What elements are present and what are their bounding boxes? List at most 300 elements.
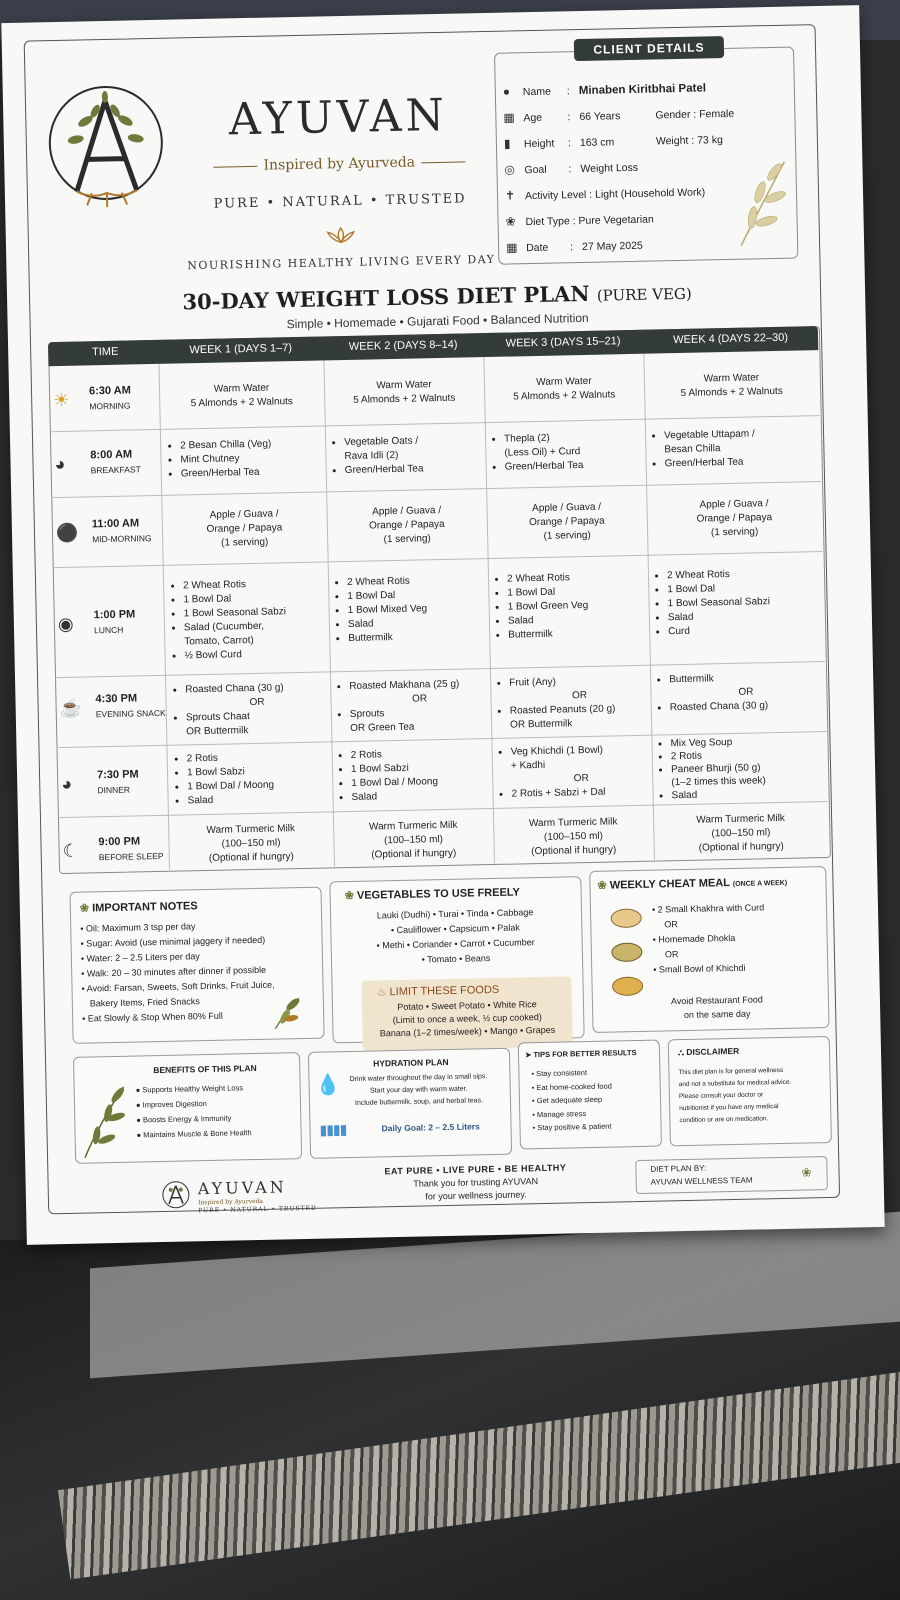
cell-line: Besan Chilla	[664, 443, 721, 456]
cell-line: Rava Idli (2)	[344, 449, 399, 463]
cell-w4	[653, 811, 829, 857]
note-text: Oil: Maximum 3 tsp per day	[85, 921, 196, 934]
table-row	[58, 608, 165, 650]
tip-text: Manage stress	[536, 1108, 587, 1119]
footer-pillars: PURE • NATURAL • TRUSTED	[198, 1204, 317, 1215]
tip-text: Stay consistent	[536, 1068, 588, 1079]
benefits-title: BENEFITS OF THIS PLAN	[153, 1063, 257, 1076]
cell-line: 5 Almonds + 2 Walnuts	[680, 385, 783, 399]
water-drop-icon: 💧	[315, 1074, 341, 1097]
cell-w2	[332, 433, 483, 478]
cell-line: • Fruit (Any)	[509, 674, 649, 691]
cell-line: • Green/Herbal Tea	[181, 465, 319, 482]
cell-line: Warm Water	[703, 372, 760, 385]
cell-line: OR	[571, 690, 588, 702]
leaf-branch-icon	[77, 1081, 131, 1160]
time-value: 7:30 PM	[96, 768, 139, 782]
note-text: Walk: 20 – 30 minutes after dinner if possible	[86, 964, 267, 979]
cell-line: OR	[249, 696, 265, 709]
cheat-item: • 2 Small Khakhra with Curd	[651, 902, 765, 915]
cell-line: Orange / Papaya	[528, 515, 605, 529]
cell-w3	[492, 430, 643, 475]
meal-name: BREAKFAST	[90, 464, 141, 476]
ruler-icon: ▮	[503, 136, 511, 151]
cell-w4	[657, 670, 823, 715]
person-icon: ●	[502, 84, 511, 99]
table-row	[53, 384, 160, 426]
cell-w4	[658, 734, 824, 802]
diet-plan-by-label: DIET PLAN BY:	[650, 1163, 707, 1174]
disclaimer-line: This diet plan is for general wellness	[678, 1066, 784, 1077]
header-week-4: WEEK 4 (DAYS 22–30)	[673, 331, 789, 347]
leaf-branch-icon	[729, 157, 791, 248]
target-icon: ◎	[504, 162, 516, 177]
time-value: 6:30 AM	[88, 384, 131, 398]
plate-icon: ◉	[57, 613, 74, 635]
cell-line: OR	[573, 772, 589, 785]
client-date-value: 27 May 2025	[581, 239, 643, 254]
time-value: 1:00 PM	[93, 608, 136, 622]
disclaimer-line: Please consult your doctor or	[678, 1091, 764, 1101]
cell-line: • Paneer Bhurji (50 g)	[671, 760, 824, 776]
header-week-2: WEEK 2 (DAYS 8–14)	[348, 338, 458, 353]
cell-w4	[644, 370, 820, 402]
cell-line: (1 serving)	[710, 526, 759, 539]
vegetable-line: • Methi • Coriander • Carrot • Cucumber	[376, 937, 535, 951]
footer-thanks-line: Thank you for trusting AYUVAN	[413, 1176, 539, 1189]
client-weight-label: Weight :	[655, 134, 695, 148]
cell-line: (Optional if hungry)	[371, 847, 457, 861]
cheat-item: • Homemade Dhokla	[652, 932, 736, 945]
cheat-meal-list	[652, 899, 824, 978]
check-circle-icon: ●	[135, 1100, 141, 1110]
vegetable-line: Lauki (Dudhi) • Turai • Tinda • Cabbage	[376, 907, 534, 921]
cell-w1	[171, 576, 328, 663]
cell-line: Warm Turmeric Milk	[206, 823, 296, 836]
tip-item: • Eat home-cooked food	[531, 1081, 612, 1092]
cheat-note-line: Avoid Restaurant Food	[670, 994, 763, 1007]
client-goal-value: Weight Loss	[580, 161, 639, 176]
brand-name: AYUVAN	[228, 89, 449, 146]
disclaimer-title	[678, 1046, 739, 1058]
cell-line: • 2 Wheat Rotis	[183, 576, 326, 593]
important-notes-title-text: IMPORTANT NOTES	[92, 900, 198, 915]
cell-line: Orange / Papaya	[368, 518, 445, 532]
client-date-label: Date	[526, 241, 549, 255]
cell-line: • Roasted Chana (30 g)	[670, 698, 823, 715]
client-age-label: Age	[523, 111, 543, 125]
cell-line: (100–150 ml)	[383, 834, 444, 847]
lamp-icon: ♨	[376, 986, 387, 999]
cell-line: • 1 Bowl Green Veg	[508, 598, 646, 615]
pin-icon: ➤	[524, 1050, 532, 1060]
cell-line: (1–2 times this week)	[671, 775, 766, 789]
benefit-text: Improves Digestion	[142, 1099, 207, 1110]
cell-line: • Buttermilk	[348, 629, 486, 646]
disclaimer-title-text: DISCLAIMER	[686, 1045, 740, 1057]
cell-line: • Green/Herbal Tea	[505, 458, 643, 475]
plan-title-suffix: (PURE VEG)	[596, 284, 692, 305]
tea-cup-icon: ☕	[59, 697, 83, 719]
cell-line: + Kadhi	[510, 759, 546, 772]
cell-line: (Optional if hungry)	[698, 840, 784, 854]
cell-line: • Buttermilk	[669, 670, 822, 687]
cell-line: • 1 Bowl Sabzi	[187, 763, 330, 780]
cell-line: (Optional if hungry)	[531, 844, 617, 858]
cell-line: • Mint Chutney	[180, 451, 318, 468]
cell-w3	[499, 743, 652, 802]
note-text: Avoid: Farsan, Sweets, Soft Drinks, Fruit Juice,	[86, 979, 275, 994]
table-row	[59, 692, 166, 738]
note-item: • Avoid: Farsan, Sweets, Soft Drinks, Fruit Juice,	[81, 979, 275, 994]
cell-line: Apple / Guava /	[531, 501, 602, 515]
cell-line: • Salad	[351, 788, 489, 805]
cheat-text: Small Bowl of Khichdi	[658, 962, 746, 975]
cell-w1	[168, 437, 319, 482]
cell-line: • 2 Rotis	[351, 746, 489, 763]
cell-line: 5 Almonds + 2 Walnuts	[190, 396, 293, 410]
cell-line: Apple / Guava /	[209, 508, 279, 521]
cell-line: • 1 Bowl Sabzi	[351, 760, 489, 777]
disclaimer-line: and not a substitute for medical advice.	[678, 1078, 792, 1089]
check-circle-icon: ●	[136, 1115, 141, 1125]
cheat-meal-title-text: WEEKLY CHEAT MEAL	[609, 877, 730, 892]
cell-line: • Roasted Peanuts (20 g)	[510, 702, 650, 719]
colon: :	[569, 241, 574, 254]
cell-line: Warm Water	[376, 379, 432, 392]
tip-text: Stay positive & patient	[537, 1121, 612, 1133]
meal-name: DINNER	[97, 784, 131, 796]
client-name-label: Name	[522, 85, 551, 99]
cell-w1	[162, 506, 328, 551]
plan-subtitle: Simple • Homemade • Gujarati Food • Balanced Nutrition	[286, 310, 589, 332]
cell-line: • 2 Besan Chilla (Veg)	[180, 437, 318, 454]
important-notes-title	[80, 899, 198, 914]
disclaimer-line: condition or are on medication.	[679, 1115, 769, 1125]
cell-w4	[652, 426, 813, 471]
client-height-label: Height	[523, 137, 555, 151]
client-date-row	[506, 238, 643, 255]
cell-line: • Veg Khichdi (1 Bowl)	[511, 743, 651, 760]
client-age-value: 66 Years	[579, 110, 621, 124]
cell-line: • 1 Bowl Mixed Veg	[348, 601, 486, 618]
shield-icon: ⛬	[677, 1047, 685, 1058]
tree-logo-icon	[45, 80, 168, 212]
diet-plan-sheet	[1, 5, 884, 1245]
hydration-goal: Daily Goal: 2 – 2.5 Liters	[381, 1121, 480, 1134]
cell-line: • 1 Bowl Dal	[507, 584, 645, 601]
cell-line: • Salad	[348, 615, 486, 632]
cell-w3	[484, 374, 645, 405]
plan-title-text: 30-DAY WEIGHT LOSS DIET PLAN	[182, 280, 590, 315]
cell-w1	[173, 680, 329, 739]
limit-foods-title-text: LIMIT THESE FOODS	[389, 983, 500, 999]
time-value: 9:00 PM	[98, 835, 141, 849]
check-circle-icon: ●	[135, 1085, 141, 1095]
client-goal-label: Goal	[524, 163, 547, 177]
cell-line: • ½ Bowl Curd	[184, 646, 327, 663]
soup-bowl-icon: ◕	[61, 773, 73, 795]
client-gender-label: Gender :	[655, 108, 697, 122]
colon: :	[568, 163, 572, 176]
client-gender-value: Female	[699, 107, 735, 121]
leaf-icon: ❀	[505, 214, 516, 229]
note-text: Sugar: Avoid (use minimal jaggery if needed)	[86, 934, 266, 949]
cell-line: OR Buttermilk	[186, 725, 249, 738]
cell-line: Tomato, Carrot)	[184, 634, 254, 648]
footer-tagline: Inspired by Ayurveda	[197, 1197, 264, 1207]
disclaimer-text	[678, 1064, 829, 1127]
cell-line: • 2 Rotis	[187, 749, 330, 766]
benefit-text: Supports Healthy Weight Loss	[142, 1083, 244, 1095]
hydration-line: Drink water throughout the day in small sips.	[349, 1073, 488, 1084]
cell-line: 5 Almonds + 2 Walnuts	[513, 389, 616, 403]
vegetable-line: • Tomato • Beans	[421, 953, 491, 965]
cell-line: • 1 Bowl Dal	[347, 587, 485, 604]
leaf-icon: ❀	[801, 1165, 812, 1180]
cell-w1	[159, 380, 325, 411]
cell-w2	[335, 573, 486, 646]
cell-line: • 2 Wheat Rotis	[347, 573, 485, 590]
lotus-icon	[324, 226, 358, 245]
diet-plan-by-name: AYUVAN WELLNESS TEAM	[650, 1175, 753, 1187]
cheat-text: 2 Small Khakhra with Curd	[657, 902, 765, 915]
cell-line: OR Green Tea	[350, 721, 415, 734]
client-diet-value: Pure Vegetarian	[578, 213, 654, 228]
cell-w4	[646, 496, 822, 542]
tips-title-text: TIPS FOR BETTER RESULTS	[533, 1048, 637, 1060]
cell-line: • Salad	[187, 791, 330, 808]
cell-line: Warm Turmeric Milk	[368, 819, 458, 833]
cell-line: OR Buttermilk	[509, 718, 573, 731]
meal-name: MORNING	[89, 400, 131, 412]
moon-icon: ☾	[62, 840, 79, 862]
cell-w1	[175, 749, 331, 808]
client-activity-label: Activity Level :	[524, 188, 593, 203]
vegetables-list	[332, 904, 579, 969]
cell-line: Warm Turmeric Milk	[528, 816, 618, 830]
vegetables-title-text: VEGETABLES TO USE FREELY	[356, 886, 521, 902]
meal-name: LUNCH	[93, 624, 124, 636]
leaf-icon: ❀	[79, 902, 90, 915]
cell-line: (1 serving)	[220, 536, 269, 549]
cell-line: • Roasted Makhana (25 g)	[349, 677, 489, 694]
footer-tree-logo-icon	[161, 1179, 192, 1210]
tips-list	[531, 1065, 657, 1135]
leaf-icon: ❀	[344, 889, 354, 903]
limit-line: Potato • Sweet Potato • White Rice	[397, 999, 537, 1013]
limit-foods-title	[377, 983, 500, 999]
cell-line: • 2 Wheat Rotis	[667, 566, 820, 583]
meal-name: BEFORE SLEEP	[98, 850, 164, 863]
tip-item: • Stay positive & patient	[532, 1121, 612, 1133]
cheat-text: OR	[664, 949, 679, 960]
cell-line: Apple / Guava /	[699, 498, 769, 511]
header-time: TIME	[91, 345, 119, 359]
footer-slogan: EAT PURE • LIVE PURE • BE HEALTHY	[384, 1162, 567, 1177]
sun-icon: ☀	[52, 389, 70, 411]
cell-w3	[493, 815, 654, 860]
cell-line: Orange / Papaya	[696, 512, 773, 525]
cell-line: • Salad (Cucumber,	[184, 618, 327, 635]
time-value: 8:00 AM	[90, 448, 133, 462]
cheat-text: OR	[664, 919, 678, 930]
cell-line: (100–150 ml)	[543, 830, 604, 843]
cell-line: • Buttermilk	[508, 626, 646, 643]
cell-line: 5 Almonds + 2 Walnuts	[353, 392, 456, 406]
table-row	[61, 768, 168, 810]
cell-w4	[655, 566, 821, 639]
cell-line: • 1 Bowl Dal	[667, 580, 820, 597]
cell-w2	[337, 677, 490, 736]
tip-item: • Stay consistent	[531, 1068, 588, 1079]
client-goal-row	[504, 160, 638, 177]
limit-line: Banana (1–2 times/week) • Mango • Grapes	[379, 1024, 556, 1039]
tip-item: • Manage stress	[532, 1108, 587, 1119]
cell-line: • 2 Rotis + Sabzi + Dal	[511, 785, 651, 802]
cell-line: Warm Water	[213, 382, 270, 395]
time-value: 11:00 AM	[91, 517, 140, 531]
cell-w2	[333, 818, 494, 863]
walking-icon: ✝	[504, 188, 516, 203]
benefit-text: Maintains Muscle & Bone Health	[143, 1128, 252, 1140]
note-text: Water: 2 – 2.5 Liters per day	[86, 951, 200, 964]
table-row	[54, 448, 161, 490]
food-bowls-icon	[608, 902, 646, 1003]
leaf-icon: ❀	[597, 879, 607, 892]
client-name-value: Minaben Kiritbhai Patel	[578, 82, 707, 98]
calendar-icon: ▦	[505, 240, 518, 255]
hydration-line: Start your day with warm water.	[369, 1085, 468, 1095]
table-row	[62, 835, 169, 877]
header-week-3: WEEK 3 (DAYS 15–21)	[505, 335, 621, 350]
cell-line: • 1 Bowl Seasonal Sabzi	[667, 594, 820, 611]
note-item: • Water: 2 – 2.5 Liters per day	[80, 951, 200, 964]
cheat-meal-title-suffix: (ONCE A WEEK)	[732, 879, 788, 888]
cell-line: Warm Turmeric Milk	[696, 812, 785, 826]
cell-line: • 1 Bowl Dal	[183, 590, 326, 607]
cheat-item: • Small Bowl of Khichdi	[653, 962, 746, 975]
benefit-text: Boosts Energy & Immunity	[142, 1113, 232, 1125]
cell-line: (1 serving)	[383, 533, 431, 546]
cell-w2	[339, 746, 490, 805]
note-item: • Sugar: Avoid (use minimal jaggery if needed)	[80, 934, 266, 949]
cell-line: • 2 Rotis	[671, 747, 824, 763]
footer-message	[355, 1161, 596, 1205]
water-glasses-icon: ▮▮▮▮	[319, 1121, 347, 1138]
note-text: Bakery Items, Fried Snacks	[89, 996, 200, 1009]
check-circle-icon: ●	[136, 1130, 142, 1140]
cell-w3	[486, 500, 647, 545]
client-activity-value: Light (Household Work)	[594, 186, 706, 201]
cell-line: (100–150 ml)	[221, 837, 281, 850]
cell-w2	[324, 377, 485, 408]
cheat-note-line: on the same day	[683, 1008, 751, 1021]
note-text: Eat Slowly & Stop When 80% Full	[87, 1010, 223, 1024]
cell-line: OR	[411, 693, 428, 705]
client-weight-value: 73 kg	[697, 134, 723, 147]
tip-item: • Get adequate sleep	[531, 1094, 603, 1106]
cell-line: • Salad	[668, 608, 821, 625]
cell-line: • Thepla (2)	[504, 430, 642, 447]
cell-line: • Salad	[508, 612, 646, 629]
tagline-rule-right	[421, 161, 465, 163]
benefits-list	[136, 1079, 297, 1142]
cell-line: Warm Water	[536, 375, 592, 388]
herb-leaf-icon	[267, 992, 308, 1033]
cell-w3	[497, 674, 650, 733]
cell-line: (1 serving)	[543, 529, 591, 542]
cell-line: • Sprouts Chaat	[186, 708, 329, 725]
cell-line: • Vegetable Uttapam /	[664, 426, 812, 443]
cell-line: (100–150 ml)	[711, 827, 771, 840]
apple-icon: ⚫	[55, 522, 79, 544]
brand-tagline-text: Inspired by Ayurveda	[263, 154, 416, 174]
time-value: 4:30 PM	[95, 692, 138, 706]
colon: :	[567, 137, 571, 150]
meal-name: MID-MORNING	[92, 533, 152, 545]
cell-line: • Curd	[668, 622, 821, 639]
tip-text: Get adequate sleep	[536, 1094, 603, 1106]
limit-foods-list	[362, 997, 573, 1040]
note-item: • Eat Slowly & Stop When 80% Full	[82, 1010, 223, 1024]
cell-line: • Vegetable Oats /	[344, 433, 482, 450]
colon: :	[567, 111, 571, 124]
bowl-icon: ◕	[54, 453, 66, 475]
cheat-text: Homemade Dhokla	[658, 932, 736, 945]
footer-brand-name: AYUVAN	[197, 1177, 287, 1199]
note-item: • Walk: 20 – 30 minutes after dinner if possible	[81, 964, 267, 979]
cheat-meal-note	[642, 992, 793, 1023]
cell-w2	[326, 503, 487, 548]
cell-line: • Roasted Chana (30 g)	[185, 680, 328, 697]
cell-line: Apple / Guava /	[372, 505, 442, 518]
vegetable-line: • Cauliflower • Capsicum • Palak	[390, 922, 520, 936]
hydration-lines	[328, 1071, 509, 1111]
cell-w3	[495, 570, 646, 643]
cell-line: (Less Oil) + Curd	[504, 446, 581, 459]
note-item: • Oil: Maximum 3 tsp per day	[80, 921, 196, 934]
cell-line: • 1 Bowl Dal / Moong	[351, 774, 489, 791]
cell-line: OR	[738, 686, 754, 698]
diet-plan-by-box	[635, 1156, 828, 1194]
brand-motto: NOURISHING HEALTHY LIVING EVERY DAY	[187, 252, 496, 273]
cell-line: • 2 Wheat Rotis	[507, 570, 645, 587]
cell-line: • Green/Herbal Tea	[345, 461, 483, 478]
cell-line: • Green/Herbal Tea	[665, 454, 813, 471]
cell-line: Orange / Papaya	[206, 522, 283, 535]
table-row	[56, 517, 163, 559]
footer-thanks-line: for your wellness journey.	[425, 1189, 527, 1202]
cell-line: • Mix Veg Soup	[670, 734, 823, 750]
meal-name: EVENING SNACK	[95, 707, 166, 720]
tip-text: Eat home-cooked food	[536, 1081, 612, 1092]
brand-pillars: PURE • NATURAL • TRUSTED	[213, 191, 467, 212]
cell-line: • 1 Bowl Dal / Moong	[187, 777, 330, 794]
colon: :	[566, 85, 570, 98]
cell-line: • Sprouts	[350, 705, 490, 722]
hydration-title: HYDRATION PLAN	[373, 1056, 449, 1069]
cell-w1	[168, 821, 334, 866]
cell-line: • Salad	[671, 786, 824, 802]
client-height-value: 163 cm	[579, 136, 615, 150]
disclaimer-line: nutritionist if you have any medical	[679, 1103, 779, 1113]
client-diet-label: Diet Type :	[525, 215, 576, 229]
tagline-rule-left	[214, 165, 258, 167]
header-week-1: WEEK 1 (DAYS 1–7)	[189, 342, 293, 357]
limit-line: (Limit to once a week, ½ cup cooked)	[392, 1012, 542, 1026]
cell-line: (Optional if hungry)	[208, 851, 294, 864]
